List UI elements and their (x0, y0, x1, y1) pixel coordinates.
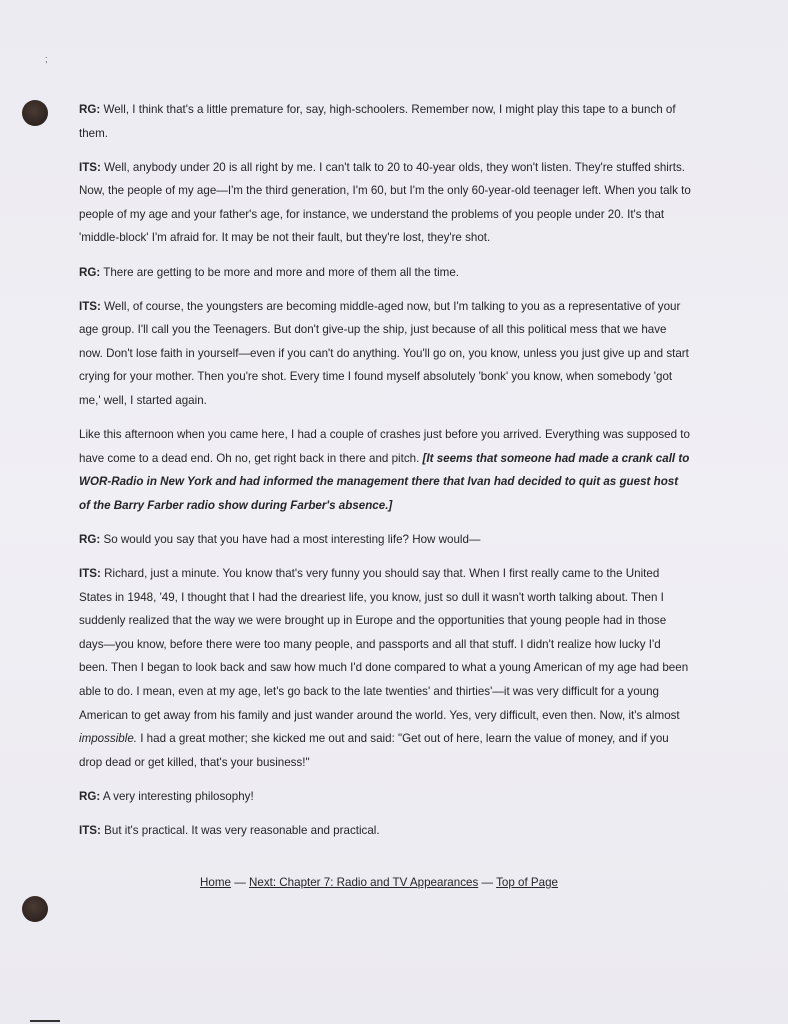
editorial-note: [It seems that someone had made a crank call to WOR-Radio in New York and had informed the management there that Ivan had decided to quit as guest host of the Barry Farber radio show during Farber's absence.] (79, 451, 690, 512)
punch-hole-bottom (22, 896, 48, 922)
speaker-label: RG: (79, 103, 101, 116)
transcript-body (79, 98, 691, 853)
paragraph-text-after: I had a great mother; she kicked me out and said: "Get out of here, learn the value of money, and if you drop dead or get killed, that's your business!" (79, 732, 669, 769)
paragraph-text: A very interesting philosophy! (102, 789, 254, 803)
paragraph-its-4 (79, 819, 691, 843)
home-link[interactable]: Home (200, 876, 231, 889)
paragraph-text: But it's practical. It was very reasonable and practical. (104, 824, 380, 838)
separator: — (481, 876, 494, 889)
emphasis-text: impossible. (79, 732, 137, 746)
speaker-label: ITS: (79, 824, 101, 838)
paragraph-rg-3 (79, 528, 691, 552)
speaker-label: ITS: (79, 567, 101, 581)
paragraph-rg-4 (79, 785, 691, 809)
speaker-label: RG: (79, 789, 101, 803)
speaker-label: ITS: (79, 160, 101, 174)
paragraph-text: Well, anybody under 20 is all right by me. I can't talk to 20 to 40-year olds, they won't listen. They're stuffed shirts. Now, the people of my age—I'm the third generation, I'm 60, but I'm the only 60-year-old teenager left. When you talk to people of my age and your father's age, for instance, we understand the problems of you people under 20. It's that 'middle-block' I'm afraid for. It may be not their fault, but they're lost, they're shot. (79, 160, 691, 245)
paragraph-text: There are getting to be more and more and more of them all the time. (103, 265, 460, 279)
paragraph-rg-2 (79, 261, 691, 285)
paragraph-text: Well, of course, the youngsters are becoming middle-aged now, but I'm talking to you as a representative of your age group. I'll call you the Teenagers. But don't give-up the ship, just because of all this political mess that we have now. Don't lose faith in yourself—even if you can't do anything. You'll go on, you know, unless you just give up and start crying for your mother. Then you're shot. Every time I found myself absolutely 'bonk' you know, when somebody 'got me,' well, I started again. (79, 299, 689, 408)
next-chapter-link[interactable]: Next: Chapter 7: Radio and TV Appearances (249, 876, 479, 889)
speaker-label: RG: (79, 265, 101, 279)
paragraph-text: Richard, just a minute. You know that's very funny you should say that. When I first really came to the United States in 1948, '49, I thought that I had the dreariest life, you know, just so dull it wasn't worth talking about. Then I suddenly realized that the way we were brought up in Europe and the opportunities that young people had in those days—you know, before there were too many people, and passports and all that stuff. I didn't realize how lucky I'd been. Then I began to look back and saw how much I'd done compared to what a young American of my age had been able to do. I mean, even at my age, let's go back to the late twenties' and thirties'—it was very difficult for a young American to get away from his family and just wander around the world. Yes, very difficult, even then. Now, it's almost (79, 567, 689, 722)
paragraph-text: So would you say that you have had a most interesting life? How would— (103, 533, 481, 546)
punch-hole-top (22, 100, 48, 126)
paragraph-its-2 (79, 295, 691, 413)
stray-mark: ; (45, 54, 48, 64)
paragraph-text: Like this afternoon when you came here, I had a couple of crashes just before you arrived. Everything was supposed to have come to a dead end. Oh no, get right back in there and pitch. (79, 428, 690, 465)
paragraph-rg-1 (79, 98, 691, 145)
paragraph-its-1 (79, 156, 691, 250)
paragraph-text: Well, I think that's a little premature for, say, high-schoolers. Remember now, I might play this tape to a bunch of them. (79, 103, 676, 140)
speaker-label: RG: (79, 533, 101, 546)
footer-nav (0, 876, 758, 889)
separator: — (234, 876, 246, 889)
paragraph-its-3 (79, 562, 691, 774)
paragraph-its-continued (79, 423, 691, 517)
edge-mark (30, 1020, 60, 1022)
top-of-page-link[interactable]: Top of Page (496, 876, 558, 889)
speaker-label: ITS: (79, 299, 101, 313)
